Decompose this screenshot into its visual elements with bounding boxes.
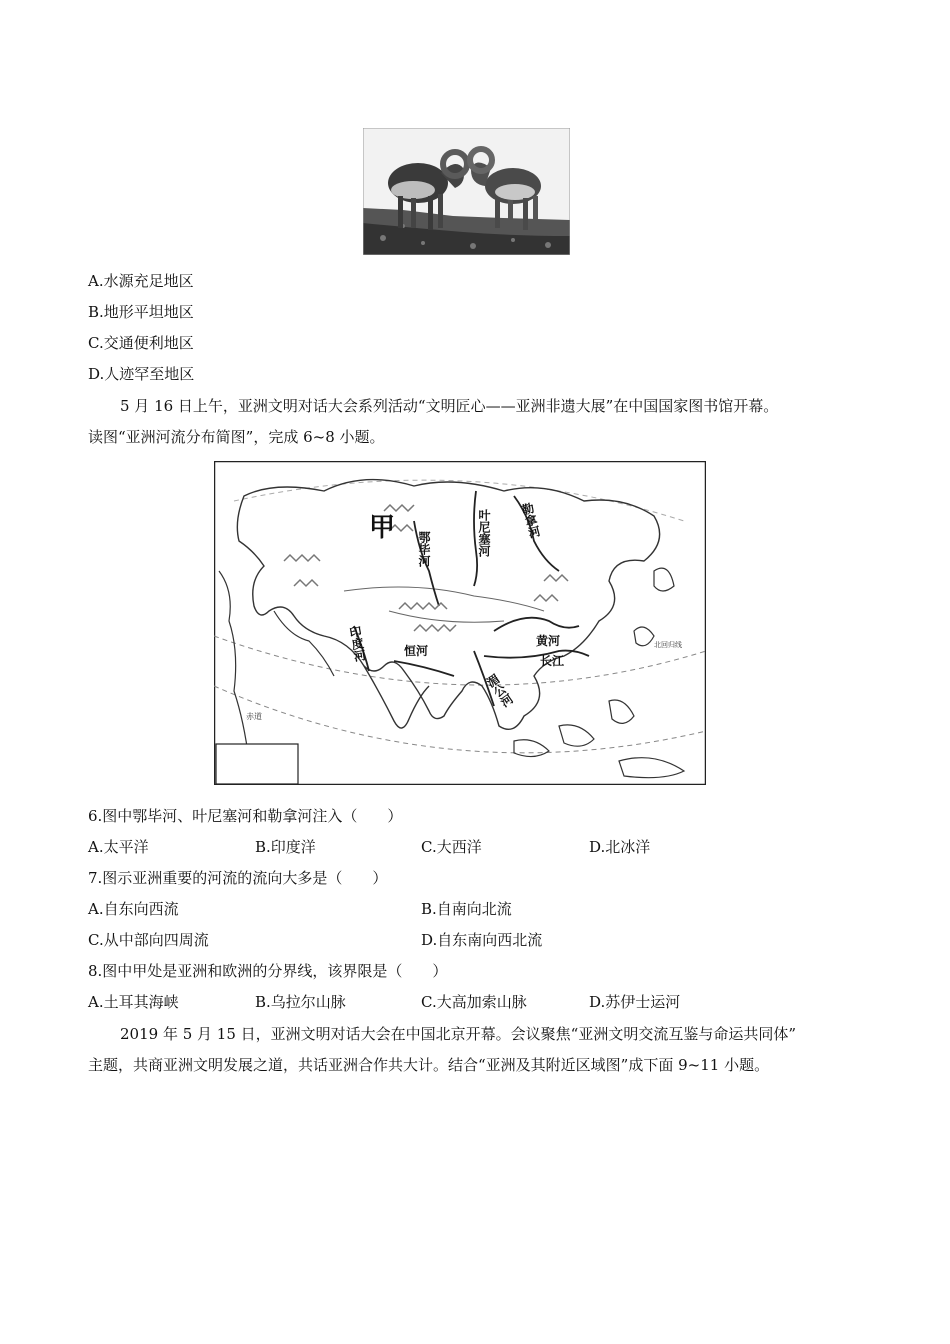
q8-option-b: B.乌拉尔山脉	[255, 993, 346, 1011]
q6-stem: 6.图中鄂毕河、叶尼塞河和勒拿河注入（ ）	[88, 807, 403, 825]
intro-option-a: A.水源充足地区	[88, 272, 194, 290]
map-label-jia: 甲	[369, 513, 396, 543]
q6-option-a: A.太平洋	[88, 838, 149, 856]
q7-option-b: B.自南向北流	[421, 900, 512, 918]
q7-option-d: D.自东南向西北流	[421, 931, 543, 949]
passage1-line1: 5 月 16 日上午，亚洲文明对话大会系列活动“文明匠心——亚洲非遗大展”在中国国家图书馆开幕。	[120, 397, 779, 415]
q8-option-d: D.苏伊士运河	[589, 993, 681, 1011]
q7-option-c: C.从中部向四周流	[88, 931, 209, 949]
passage2-line2: 主题，共商亚洲文明发展之道，共话亚洲合作共大计。结合“亚洲及其附近区域图”成下面 9~11 小题。	[88, 1056, 770, 1074]
q8-option-a: A.土耳其海峡	[88, 993, 179, 1011]
map-label-ob: 鄂毕河	[417, 531, 431, 567]
map-label-lena: 勒拿河	[519, 501, 543, 540]
asia-rivers-map	[214, 461, 706, 785]
map-label-mekong: 湄公河	[483, 671, 516, 710]
q6-option-b: B.印度洋	[255, 838, 316, 856]
map-label-equator: 赤道	[246, 712, 262, 721]
q8-option-c: C.大高加索山脉	[421, 993, 527, 1011]
q8-stem: 8.图中甲处是亚洲和欧洲的分界线，该界限是（ ）	[88, 962, 448, 980]
map-label-changjiang: 长江	[540, 654, 565, 668]
map-label-yenisei: 叶尼塞河	[477, 509, 491, 557]
intro-option-b: B.地形平坦地区	[88, 303, 194, 321]
q6-option-d: D.北冰洋	[589, 838, 651, 856]
map-label-tropic: 北回归线	[654, 641, 682, 649]
intro-option-d: D.人迹罕至地区	[88, 365, 195, 383]
passage1-line2: 读图“亚洲河流分布简图”，完成 6~8 小题。	[88, 428, 385, 446]
q7-stem: 7.图示亚洲重要的河流的流向大多是（ ）	[88, 869, 388, 887]
map-label-huanghe: 黄河	[536, 634, 561, 648]
q7-option-a: A.自东向西流	[88, 900, 179, 918]
passage2-line1: 2019 年 5 月 15 日，亚洲文明对话大会在中国北京开幕。会议聚焦“亚洲文明交流互鉴与命运共同体”	[120, 1025, 796, 1043]
map-label-indus: 印度河	[347, 624, 368, 663]
map-label-ganges: 恒河	[404, 644, 429, 658]
argali-sheep-photo	[363, 128, 570, 255]
q6-option-c: C.大西洋	[421, 838, 482, 856]
intro-option-c: C.交通便利地区	[88, 334, 194, 352]
